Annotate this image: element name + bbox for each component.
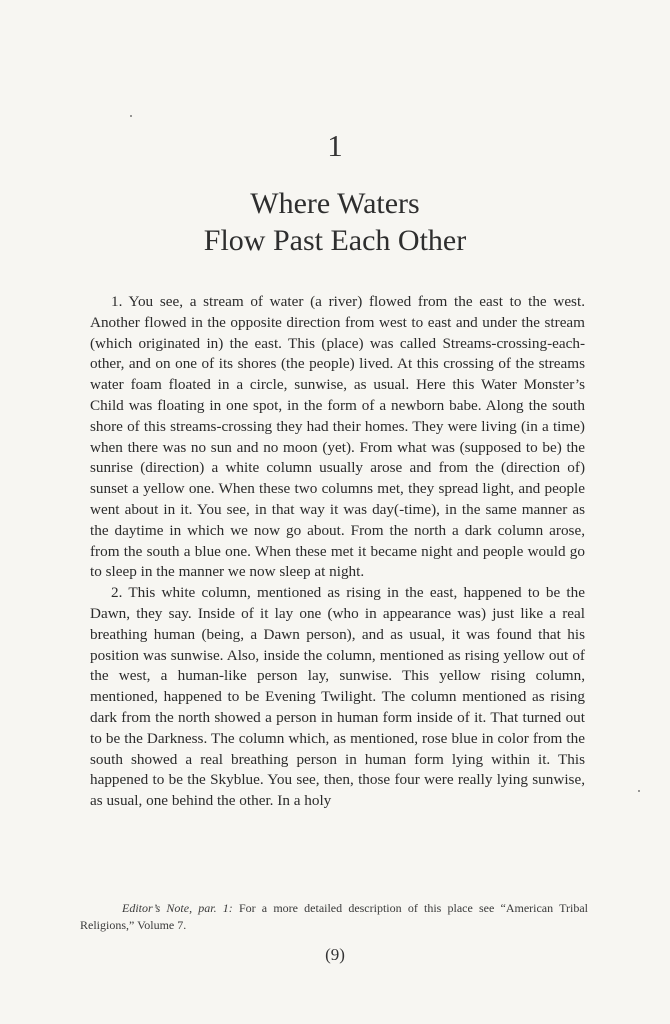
title-line-1: Where Waters: [250, 187, 420, 220]
paper-speck: [130, 115, 132, 117]
paragraph-2: 2. This white column, mentioned as rising in the east, happened to be the Dawn, they say. Inside of it lay one (who in appearance was) just like a real breathing human (being, a Dawn person), and as usual, it was found that his position was sunwise. Also, inside the column, mentioned as rising yellow out of the west, a human-like person lay, sunwise. This yellow rising column, mentioned, happened to be Evening Twilight. The column mentioned as rising dark from the north showed a person in human form inside of it. That turned out to be the Darkness. The column which, as mentioned, rose blue in color from the south showed a real breathing person in human form lying within it. This happened to be the Skyblue. You see, then, those four were really lying sunwise, as usual, one behind the other. In a holy: [90, 584, 585, 810]
editor-note: [80, 900, 588, 934]
body-text: [90, 292, 585, 812]
chapter-title: [0, 185, 670, 259]
editor-note-label: Editor’s Note, par. 1:: [122, 901, 233, 915]
paper-speck: [638, 790, 640, 792]
paragraph-1: 1. You see, a stream of water (a river) flowed from the east to the west. Another flowed in the opposite direction from west to east and under the stream (which originated in) the east. This (place) was called Streams-crossing-each-other, and on one of its shores (the people) lived. At this crossing of the streams water foam floated in a circle, sunwise, as usual. Here this Water Monster’s Child was floating in one spot, in the form of a newborn babe. Along the south shore of this streams-crossing they had their homes. They were living (in a time) when there was no sun and no moon (yet). From what was (supposed to be) the sunrise (direction) a white column usually arose and from the (direction of) sunset a yellow one. When these two columns met, they spread light, and people went about in it. You see, in that way it was day(-time), in the same manner as the daytime in which we now go about. From the north a dark column arose, from the south a blue one. When these met it became night and people would go to sleep in the manner we now sleep at night.: [90, 293, 585, 581]
title-line-2: Flow Past Each Other: [203, 224, 467, 257]
chapter-number: 1: [327, 128, 343, 163]
editor-note-text: For a more detailed description of this place see “American Tribal Religions,” Volume 7.: [80, 901, 588, 932]
page-number: (9): [325, 945, 345, 964]
